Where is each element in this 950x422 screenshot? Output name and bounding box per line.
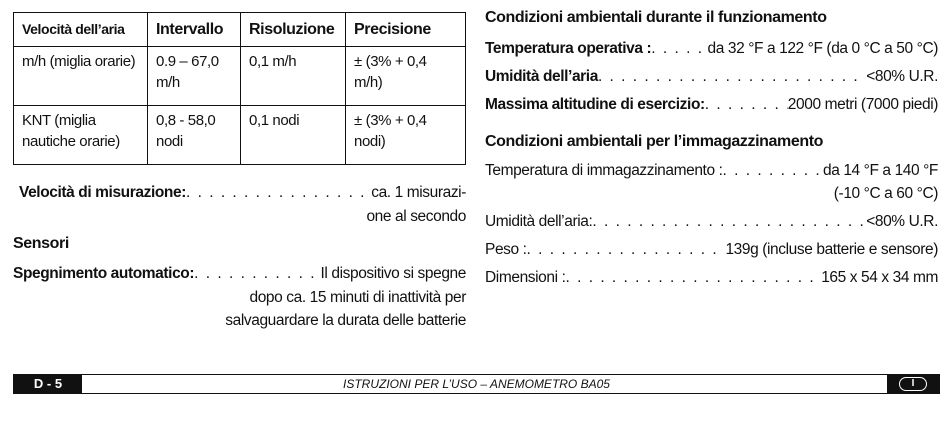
spec-table: [13, 12, 466, 165]
st-temp-label: Temperatura di immagazzinamento :: [485, 162, 723, 179]
cell: KNT (miglia nautiche orarie): [14, 106, 148, 165]
st-temp-row: [485, 159, 938, 183]
op-temp-row: [485, 37, 938, 61]
cell: 0.9 – 67,0 m/h: [148, 47, 241, 106]
operating-heading: Condizioni ambientali durante il funzionamento: [485, 9, 827, 26]
leader-dots: [592, 210, 866, 234]
header-precision: Precisione: [346, 13, 466, 47]
storage-heading: Condizioni ambientali per l’immagazzinamento: [485, 133, 824, 150]
language-badge: [887, 375, 939, 393]
st-temp-value-cont: (-10 °C a 60 °C): [833, 185, 938, 202]
dimensions-row: [485, 266, 938, 290]
leader-dots: [194, 262, 320, 286]
table-header-row: [14, 13, 466, 47]
cell: 0,1 m/h: [241, 47, 346, 106]
header-range: Intervallo: [148, 13, 241, 47]
leader-dots: [598, 65, 866, 89]
dimensions-value: 165 x 54 x 34 mm: [821, 269, 938, 286]
header-air-speed: Velocità dell’aria: [14, 13, 148, 47]
leader-dots: [186, 181, 371, 205]
header-resolution: Risoluzione: [241, 13, 346, 47]
weight-label: Peso :: [485, 241, 527, 258]
st-hum-value: <80% U.R.: [866, 213, 938, 230]
speed-value: ca. 1 misurazi-: [371, 184, 466, 201]
st-temp-value: da 14 °F a 140 °F: [822, 162, 938, 179]
cell: ± (3% + 0,4 m/h): [346, 47, 466, 106]
op-hum-label: Umidità dell’aria: [485, 68, 598, 85]
autooff-value-cont: salvaguardare la durata delle batterie: [225, 312, 466, 329]
table-row: [14, 47, 466, 106]
leader-dots: [565, 266, 821, 290]
leader-dots: [651, 37, 707, 61]
autooff-value-cont: dopo ca. 15 minuti di inattività per: [249, 289, 466, 306]
leader-dots: [705, 93, 788, 117]
weight-value: 139g (incluse batterie e sensore): [725, 241, 938, 258]
op-alt-label: Massima altitudine di esercizio:: [485, 96, 705, 113]
op-alt-value: 2000 metri (7000 piedi): [787, 96, 938, 113]
leader-dots: [723, 159, 823, 183]
cell: ± (3% + 0,4 nodi): [346, 106, 466, 165]
speed-row: [19, 181, 466, 205]
footer-title: ISTRUZIONI PER L’USO – ANEMOMETRO BA05: [343, 377, 610, 391]
weight-row: [485, 238, 938, 262]
autooff-label: Spegnimento automatico:: [13, 265, 195, 282]
st-hum-row: [485, 210, 938, 234]
st-hum-label: Umidità dell’aria:: [485, 213, 593, 230]
sensors-heading: Sensori: [13, 235, 69, 252]
table-row: [14, 106, 466, 165]
op-temp-value: da 32 °F a 122 °F (da 0 °C a 50 °C): [707, 40, 938, 57]
op-temp-label: Temperatura operativa :: [485, 40, 652, 57]
op-alt-row: [485, 93, 938, 117]
speed-label: Velocità di misurazione:: [19, 184, 186, 201]
autooff-row: [13, 262, 466, 286]
cell: 0,1 nodi: [241, 106, 346, 165]
op-hum-value: <80% U.R.: [866, 68, 938, 85]
dimensions-label: Dimensioni :: [485, 269, 566, 286]
page-code: D - 5: [14, 375, 82, 393]
page-footer: [13, 374, 940, 394]
cell: 0,8 - 58,0 nodi: [148, 106, 241, 165]
cell: m/h (miglia orarie): [14, 47, 148, 106]
op-hum-row: [485, 65, 938, 89]
speed-value-cont: one al secondo: [366, 208, 466, 225]
leader-dots: [527, 238, 726, 262]
language-icon: I: [899, 377, 927, 391]
autooff-value: Il dispositivo si spegne: [320, 265, 466, 282]
